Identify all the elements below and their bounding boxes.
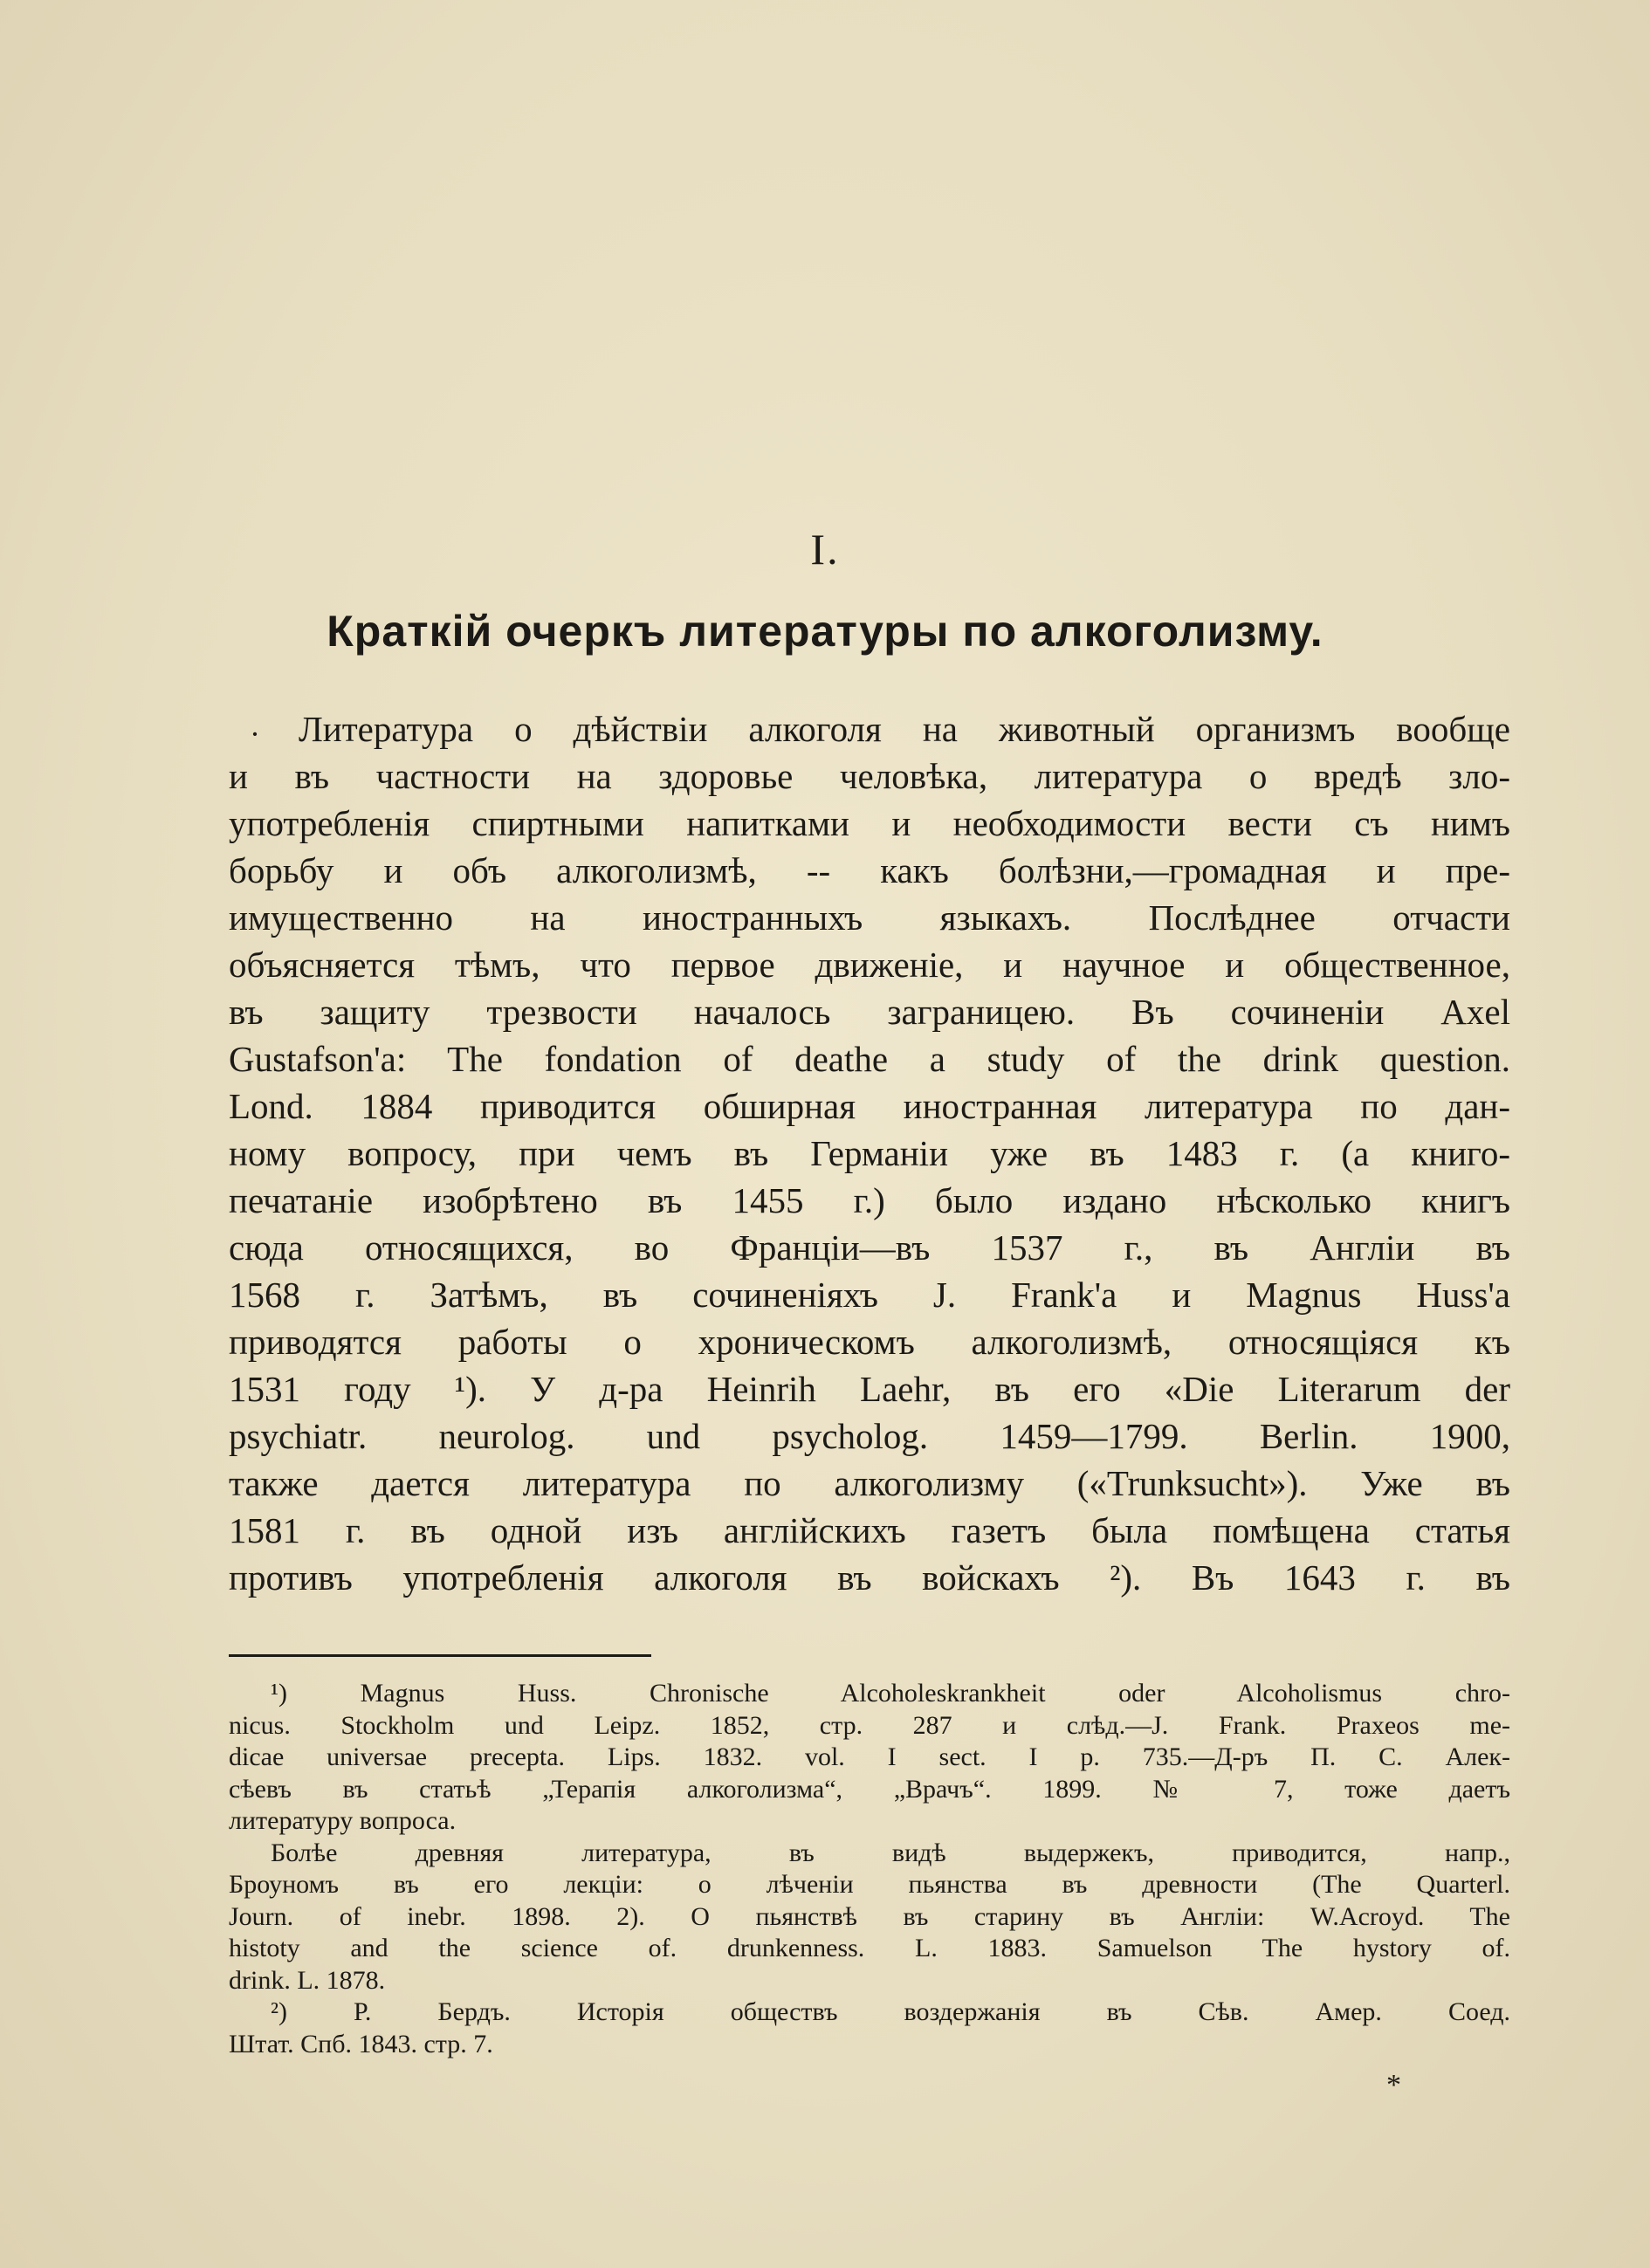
footnote-line: histoty and the science of. drunkenness. L. 1883. Samuelson The hystory of. [229, 1934, 1510, 1962]
body-line: объясняется тѣмъ, что первое движеніе, и научное и общественное, [229, 945, 1510, 985]
body-line: приводятся работы о хроническомъ алкоголизмѣ, относящіяся къ [229, 1322, 1510, 1362]
footnote-rule [229, 1654, 651, 1657]
body-line: имущественно на иностранныхъ языкахъ. Послѣднее отчасти [229, 897, 1510, 938]
body-line: Lond. 1884 приводится обширная иностранная литература по дан- [229, 1086, 1510, 1126]
footnote-line: Штат. Спб. 1843. стр. 7. [229, 2029, 493, 2058]
footnote-line: drink. L. 1878. [229, 1965, 386, 1995]
margin-dot-mark: · [250, 717, 260, 752]
body-line: печатаніе изобрѣтено въ 1455 г.) было издано нѣсколько книгъ [229, 1180, 1510, 1220]
body-line: 1581 г. въ одной изъ англійскихъ газетъ была помѣщена статья [229, 1510, 1510, 1550]
footnote-line: ¹) Magnus Huss. Chronische Alcoholeskrankheit oder Alcoholismus chro- [271, 1679, 1510, 1708]
body-line: также дается литература по алкоголизму («Trunksucht»). Уже въ [229, 1463, 1510, 1503]
chapter-title: Краткій очеркъ литературы по алкоголизму. [327, 607, 1323, 656]
body-line: противъ употребленія алкоголя въ войскахъ ²). Въ 1643 г. въ [229, 1557, 1510, 1598]
footnotes [229, 1678, 1510, 2060]
ink-speck-mark: * [1386, 2069, 1401, 2101]
body-line: ному вопросу, при чемъ въ Германіи уже въ 1483 г. (а книго- [229, 1133, 1510, 1173]
footnote-line: dicae universae precepta. Lips. 1832. vol. I sect. I p. 735.—Д-ръ П. С. Алек- [229, 1742, 1510, 1771]
footnote-line: Journ. of inebr. 1898. 2). О пьянствѣ въ старину въ Англіи: W.Acroyd. The [229, 1901, 1510, 1931]
body-line: Литература о дѣйствіи алкоголя на животный организмъ вообще [299, 709, 1510, 749]
body-line: 1531 году ¹). У д-ра Heinrih Laehr, въ его «Die Literarum der [229, 1369, 1510, 1409]
footnote-line: Броуномъ въ его лекціи: о лѣченіи пьянства въ древности (The Quarterl. [229, 1870, 1510, 1899]
body-line: psychiatr. neurolog. und psycholog. 1459—1799. Berlin. 1900, [229, 1416, 1510, 1456]
footnote-line: Болѣе древняя литература, въ видѣ выдержекъ, приводится, напр., [271, 1838, 1510, 1867]
body-text [229, 705, 1510, 1601]
body-line: 1568 г. Затѣмъ, въ сочиненіяхъ J. Frank'a и Magnus Huss'a [229, 1275, 1510, 1315]
body-line: употребленія спиртными напитками и необходимости вести съ нимъ [229, 803, 1510, 843]
footnote-line: nicus. Stockholm und Leipz. 1852, стр. 287 и слѣд.—J. Frank. Praxeos me- [229, 1710, 1510, 1740]
body-line: сюда относящихся, во Франціи—въ 1537 г., въ Англіи въ [229, 1227, 1510, 1268]
chapter-number: I. [810, 525, 840, 574]
footnote-line: литературу вопроса. [229, 1806, 457, 1835]
footnote-line: сѣевъ въ статьѣ „Терапія алкоголизма“, „Врачъ“. 1899. № 7, тоже даетъ [229, 1774, 1510, 1804]
body-line: борьбу и объ алкоголизмѣ, -- какъ болѣзни,—громадная и пре- [229, 850, 1510, 890]
footnote-line: ²) Р. Бердъ. Исторія обществъ воздержанія въ Сѣв. Амер. Соед. [271, 1997, 1510, 2026]
body-line: и въ частности на здоровье человѣка, литература о вредѣ зло- [229, 756, 1510, 796]
body-line: Gustafson'a: The fondation of deathe a study of the drink question. [229, 1039, 1510, 1079]
body-line: въ защиту трезвости началось заграницею. Въ сочиненіи Axel [229, 992, 1510, 1032]
